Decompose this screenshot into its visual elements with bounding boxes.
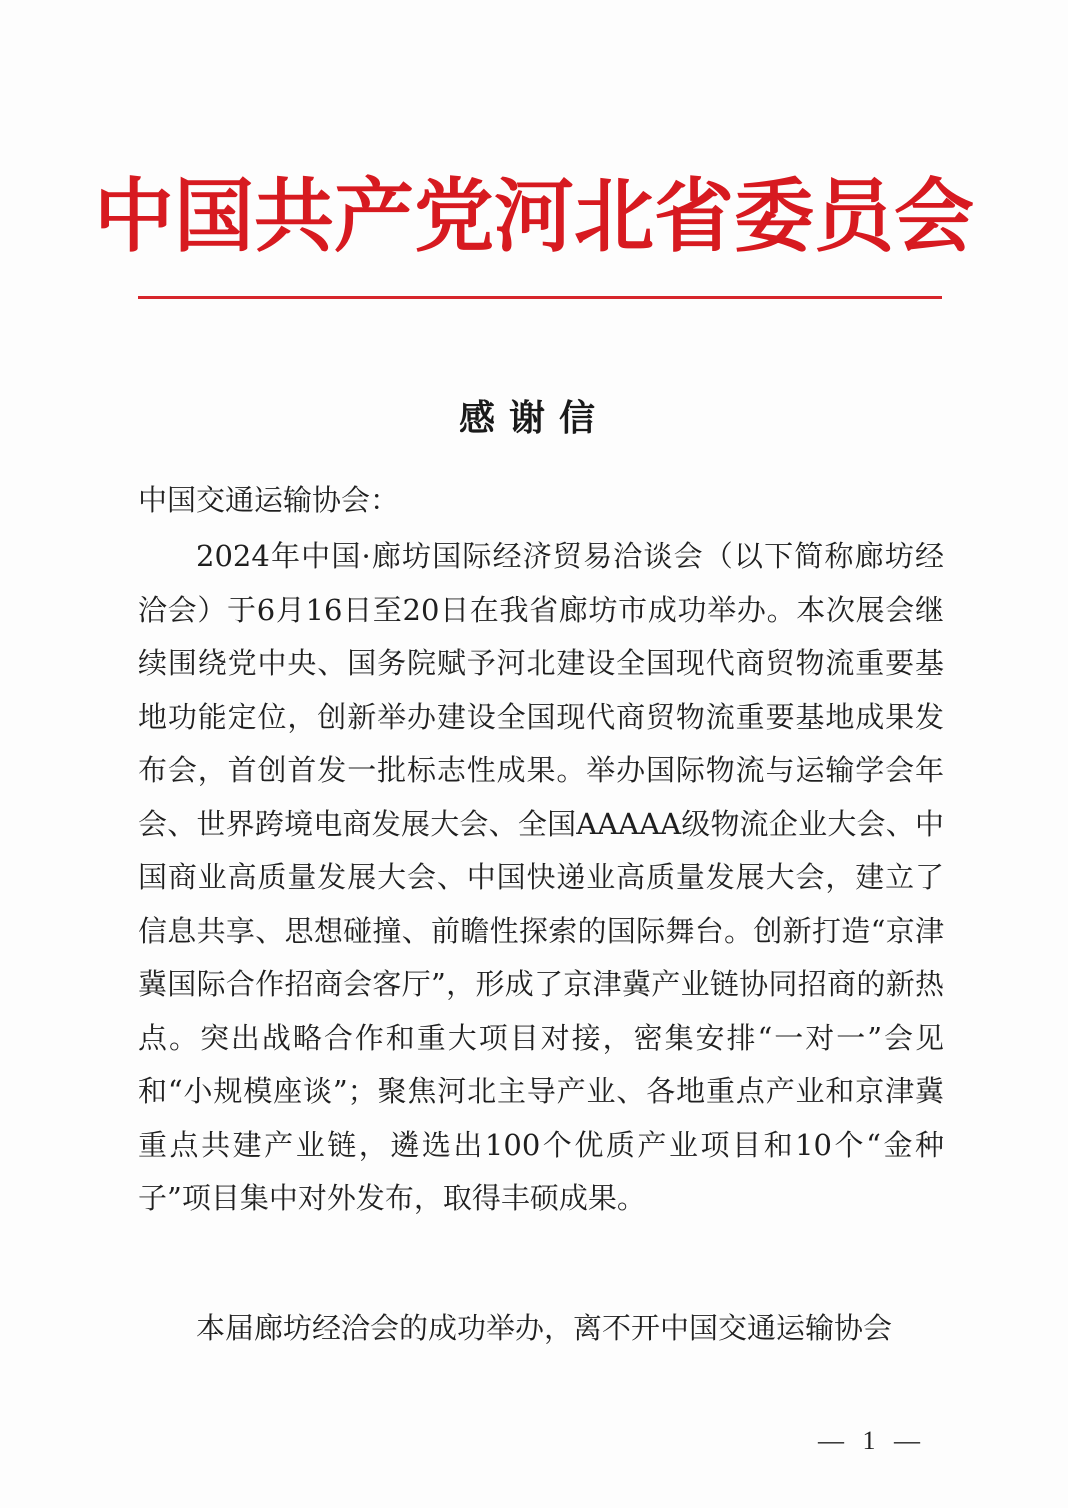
body-paragraph-2: 本届廊坊经洽会的成功举办，离不开中国交通运输协会 — [196, 1311, 893, 1345]
body-paragraph-1: 2024年中国·廊坊国际经济贸易洽谈会（以下简称廊坊经洽会）于6月16日至20日在我省廊坊市成功举办。本次展会继续围绕党中央、国务院赋予河北建设全国现代商贸物流重要基地功能定位，创新举办建设全国现代商贸物流重要基地成果发布会，首创首发一批标志性成果。举办国际物流与运输学会年会、世界跨境电商发展大会、全国AAAAA级物流企业大会、中国商业高质量发展大会、中国快递业高质量发展大会，建立了信息共享、思想碰撞、前瞻性探索的国际舞台。创新打造“京津冀国际合作招商会客厅”，形成了京津冀产业链协同招商的新热点。突出战略合作和重大项目对接，密集安排“一对一”会见和“小规模座谈”；聚焦河北主导产业、各地重点产业和京津冀重点共建产业链，遴选出100个优质产业项目和10个“金种子”项目集中对外发布，取得丰硕成果。 — [138, 539, 944, 1215]
letterhead-red-rule — [138, 296, 942, 299]
document-title: 感谢信 — [458, 397, 609, 439]
page-number: — 1 — — [818, 1426, 926, 1455]
letterhead-org-name: 中国共产党河北省委员会 — [94, 169, 974, 263]
salutation: 中国交通运输协会： — [138, 483, 400, 517]
